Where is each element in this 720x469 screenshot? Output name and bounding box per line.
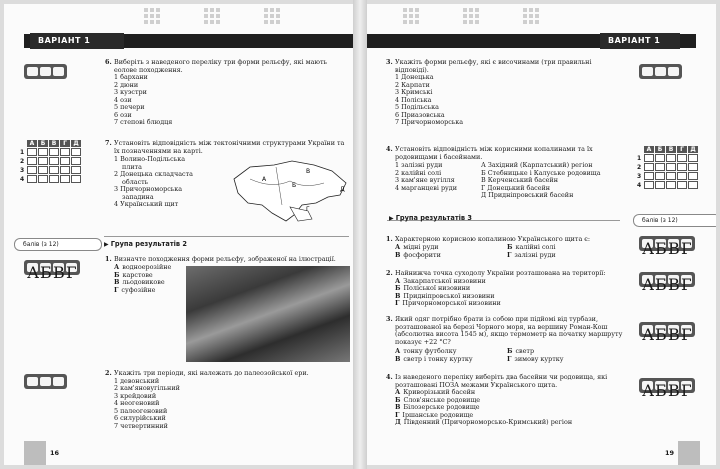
answer-grid-q7[interactable]: А Б В Г Д 1 2 3 4 (20, 140, 81, 183)
map-label-v: В (306, 168, 311, 175)
question-text: Визначте походження форми рельєфу, зображеної на ілюстрації. (114, 255, 336, 263)
decor-dots (403, 8, 419, 24)
book-gutter (353, 0, 367, 469)
decor-dots (144, 8, 160, 24)
question-6: 6. Виберіть з наведеного переліку три форми рельєфу, які мають еолове походження. 1 бархани 2 дюни 3 куэстри 4 ози 5 печери 6 ози 7 степові блюдця (105, 58, 327, 126)
question-text: Із наведеного переліку виберіть два басейни чи родовища, які розташовані ПОЗА межами Українського щита. (395, 373, 608, 389)
question-4-right: А Західний (Карпатський) регіон Б Стебницьке і Калуське родовища В Керченський басейн Г Донецький басейн Д Придніпровський басейн (481, 161, 601, 199)
question-4: 4. Установіть відповідність між корисними копалинами та їх родовищами і басейнами. (386, 145, 593, 161)
question-r3-options-b: Б светр Г зимову куртку (507, 347, 564, 363)
question-text: Установіть відповідність між корисними копалинами та їх родовищами і басейнами. (395, 145, 593, 161)
decor-dots (463, 8, 479, 24)
map-label-d: Д (340, 186, 345, 193)
question-r3: 3. Який одяг потрібно брати із собою при підйомі від турбази, розташованої на березі Чорного моря, на вершину Роман-Кош (абсолютна висота 1545 м), якщо термометр на початку маршруту показує +22 °С? (386, 315, 623, 346)
map-label-b: Б (292, 182, 297, 189)
decor-dots (264, 8, 280, 24)
answer-boxes-r4[interactable]: А Б В Г (639, 378, 695, 393)
question-r1-options-a: А мідні руди В фосфорити (395, 243, 441, 259)
cave-photo (186, 266, 350, 362)
page-number: 19 (664, 449, 674, 457)
question-3: 3. Укажіть форми рельєфу, які є височинами (три правильні відповіді). 1 Донецька 2 Карпати 3 Кримські 4 Поліська 5 Подільська 6 Приазовська 7 Причорноморська (386, 58, 592, 126)
question-text: Укажіть три періоди, які належать до палеозойської ери. (114, 369, 309, 377)
right-page (367, 4, 716, 465)
question-text: Виберіть з наведеного переліку три форми рельєфу, які мають еолове походження. (114, 58, 327, 74)
answer-boxes-r3[interactable]: А Б В Г (639, 322, 695, 337)
decor-dots (204, 8, 220, 24)
question-1-options: А водноерозійне Б карстове В льодовикове Г суфозійне (114, 263, 172, 294)
question-r1-options-b: Б калійні солі Г залізні руди (507, 243, 556, 259)
question-r1: 1. Характерною корисною копалиною Українського щита є: (386, 235, 591, 243)
decor-dots (523, 8, 539, 24)
question-r2: 2. Найнижча точка суходолу України розташована на території: А Закарпатської низовини Б Поліської низовини В Придніпровської низовини Г Причорноморської низовини (386, 269, 606, 307)
question-r4: 4. Із наведеного переліку виберіть два басейни чи родовища, які розташовані ПОЗА межами Українського щита. А Криворізький басейн Б Слов'янське родовище В Білозерське родовище Г Іршанське родовище Д Південний (Причорноморсько-Кримський) регіон (386, 373, 608, 426)
score-badge: балів (з 12) (633, 214, 716, 227)
answer-boxes-r1[interactable]: А Б В Г (639, 236, 695, 251)
question-2: 2. Укажіть три періоди, які належать до палеозойської ери. 1 девонський 2 кам'яновугільний 3 крейдовий 4 неогеновий 5 палеогеновий 6 силурійський 7 четвертинний (105, 369, 309, 430)
score-badge: балів (з 12) (14, 238, 102, 251)
variant-label: ВАРІАНТ 1 (600, 33, 680, 49)
map-label-a: А (262, 176, 267, 183)
left-page (4, 4, 353, 465)
question-r3-options-a: А тонку футболку В светр і тонку куртку (395, 347, 473, 363)
question-7: 7. Установіть відповідність між тектонічними структурами України та їх позначеннями на карті. (105, 139, 345, 155)
group-title: ▶ Група результатів 2 (104, 240, 187, 248)
page-number: 16 (50, 449, 60, 457)
ukraine-tectonic-map (232, 159, 350, 227)
separator (104, 236, 349, 237)
question-4-left: 1 залізні руди 2 калійні солі 3 кам'яне вугілля 4 марганцеві руди (395, 161, 457, 192)
question-text: Характерною корисною копалиною Українського щита є: (395, 235, 591, 243)
question-1: 1. Визначте походження форми рельєфу, зображеної на ілюстрації. (105, 255, 336, 263)
answer-boxes-r2[interactable]: А Б В Г (639, 272, 695, 287)
question-text: Який одяг потрібно брати із собою при підйомі від турбази, розташованої на березі Чорного моря, на вершину Роман-Кош (абсолютна висота 1545 м), якщо термометр на початку маршруту показує +22 °С? (395, 315, 623, 346)
question-text: Найнижча точка суходолу України розташована на території: (395, 269, 606, 277)
answer-boxes-q6[interactable] (24, 64, 67, 79)
question-text: Установіть відповідність між тектонічними структурами України та їх позначеннями на карті. (114, 139, 345, 155)
page-corner (678, 441, 700, 465)
variant-label: ВАРІАНТ 1 (30, 33, 124, 49)
answer-grid-q4[interactable]: А Б В Г Д 1 2 3 4 (637, 146, 698, 189)
answer-boxes-q3[interactable] (639, 64, 682, 79)
question-text: Укажіть форми рельєфу, які є височинами (три правильні відповіді). (395, 58, 592, 74)
group-title: ▶ Група результатів 3 (389, 214, 472, 222)
answer-boxes-q1[interactable]: А Б В Г (24, 260, 80, 275)
answer-boxes-q2[interactable] (24, 374, 67, 389)
map-label-g: Г (306, 206, 310, 213)
question-7-items: 1 Волино-Подільська плита 2 Донецька складчаста область 3 Причорноморська западина 4 Український щит (114, 155, 193, 208)
page-corner (24, 441, 46, 465)
